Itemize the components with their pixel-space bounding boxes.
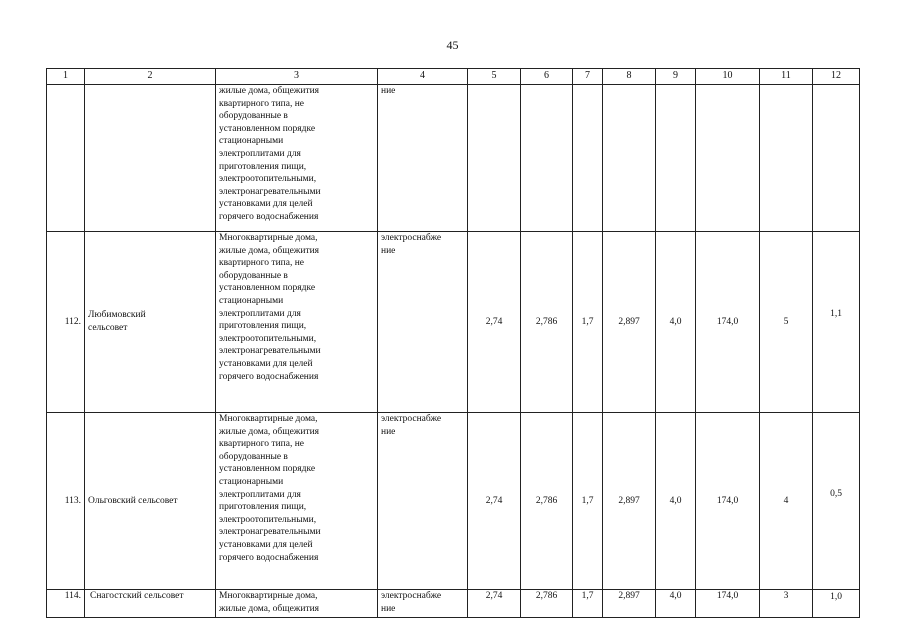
settlement-name: Ольговский сельсовет (85, 413, 216, 590)
value-col11: 3 (760, 590, 813, 618)
header-row (47, 69, 860, 85)
value-col10: 174,0 (696, 232, 760, 413)
value-col8: 2,897 (603, 413, 656, 590)
value-col5: 2,74 (468, 590, 521, 618)
table-row (47, 413, 860, 590)
value-col12: 1,0 (813, 590, 860, 618)
value-col10: 174,0 (696, 413, 760, 590)
consumer-description: Многоквартирные дома, жилые дома, общежития (216, 590, 378, 618)
header-cell: 12 (813, 69, 860, 85)
table-row (47, 85, 860, 232)
value-col6 (521, 85, 573, 232)
header-cell: 1 (47, 69, 85, 85)
header-cell: 2 (85, 69, 216, 85)
settlement-name: Любимовский сельсовет (85, 232, 216, 413)
service-type: электроснабже ние (378, 590, 468, 618)
value-col11: 5 (760, 232, 813, 413)
service-type: электроснабже ние (378, 413, 468, 590)
value-col12 (813, 85, 860, 232)
service-type: ние (378, 85, 468, 232)
value-col5 (468, 85, 521, 232)
value-col8: 2,897 (603, 590, 656, 618)
header-cell: 9 (656, 69, 696, 85)
service-type: электроснабже ние (378, 232, 468, 413)
settlement-name: Снагостский сельсовет (85, 590, 216, 618)
value-col6: 2,786 (521, 232, 573, 413)
header-cell: 4 (378, 69, 468, 85)
header-cell: 8 (603, 69, 656, 85)
settlement-name (85, 85, 216, 232)
value-col6: 2,786 (521, 413, 573, 590)
value-col11: 4 (760, 413, 813, 590)
tariff-table (46, 68, 860, 618)
value-col9: 4,0 (656, 413, 696, 590)
value-col7: 1,7 (573, 590, 603, 618)
value-col10 (696, 85, 760, 232)
table-row (47, 232, 860, 413)
value-col9 (656, 85, 696, 232)
row-index: 114. (47, 590, 85, 618)
value-col10: 174,0 (696, 590, 760, 618)
value-col8 (603, 85, 656, 232)
header-cell: 11 (760, 69, 813, 85)
value-col9: 4,0 (656, 232, 696, 413)
header-cell: 3 (216, 69, 378, 85)
header-cell: 10 (696, 69, 760, 85)
value-col7: 1,7 (573, 232, 603, 413)
value-col6: 2,786 (521, 590, 573, 618)
value-col8: 2,897 (603, 232, 656, 413)
page-number: 45 (446, 38, 459, 52)
value-col9: 4,0 (656, 590, 696, 618)
row-index: 113. (47, 413, 85, 590)
consumer-description: Многоквартирные дома, жилые дома, общежития квартирного типа, не оборудованные в установленном порядке стационарными электроплитами для приготовления пищи, электроотопительными, электронагревательными установками для целей горячего водоснабжения (216, 232, 378, 413)
consumer-description: Многоквартирные дома, жилые дома, общежития квартирного типа, не оборудованные в установленном порядке стационарными электроплитами для приготовления пищи, электроотопительными, электронагревательными установками для целей горячего водоснабжения (216, 413, 378, 590)
row-index (47, 85, 85, 232)
header-cell: 5 (468, 69, 521, 85)
value-col12: 1,1 (813, 232, 860, 413)
header-cell: 7 (573, 69, 603, 85)
value-col12: 0,5 (813, 413, 860, 590)
value-col5: 2,74 (468, 413, 521, 590)
header-cell: 6 (521, 69, 573, 85)
value-col7 (573, 85, 603, 232)
row-index: 112. (47, 232, 85, 413)
consumer-description: жилые дома, общежития квартирного типа, не оборудованные в установленном порядке стационарными электроплитами для приготовления пищи, электроотопительными, электронагревательными установками для целей горячего водоснабжения (216, 85, 378, 232)
table-row (47, 590, 860, 618)
value-col11 (760, 85, 813, 232)
value-col5: 2,74 (468, 232, 521, 413)
value-col7: 1,7 (573, 413, 603, 590)
